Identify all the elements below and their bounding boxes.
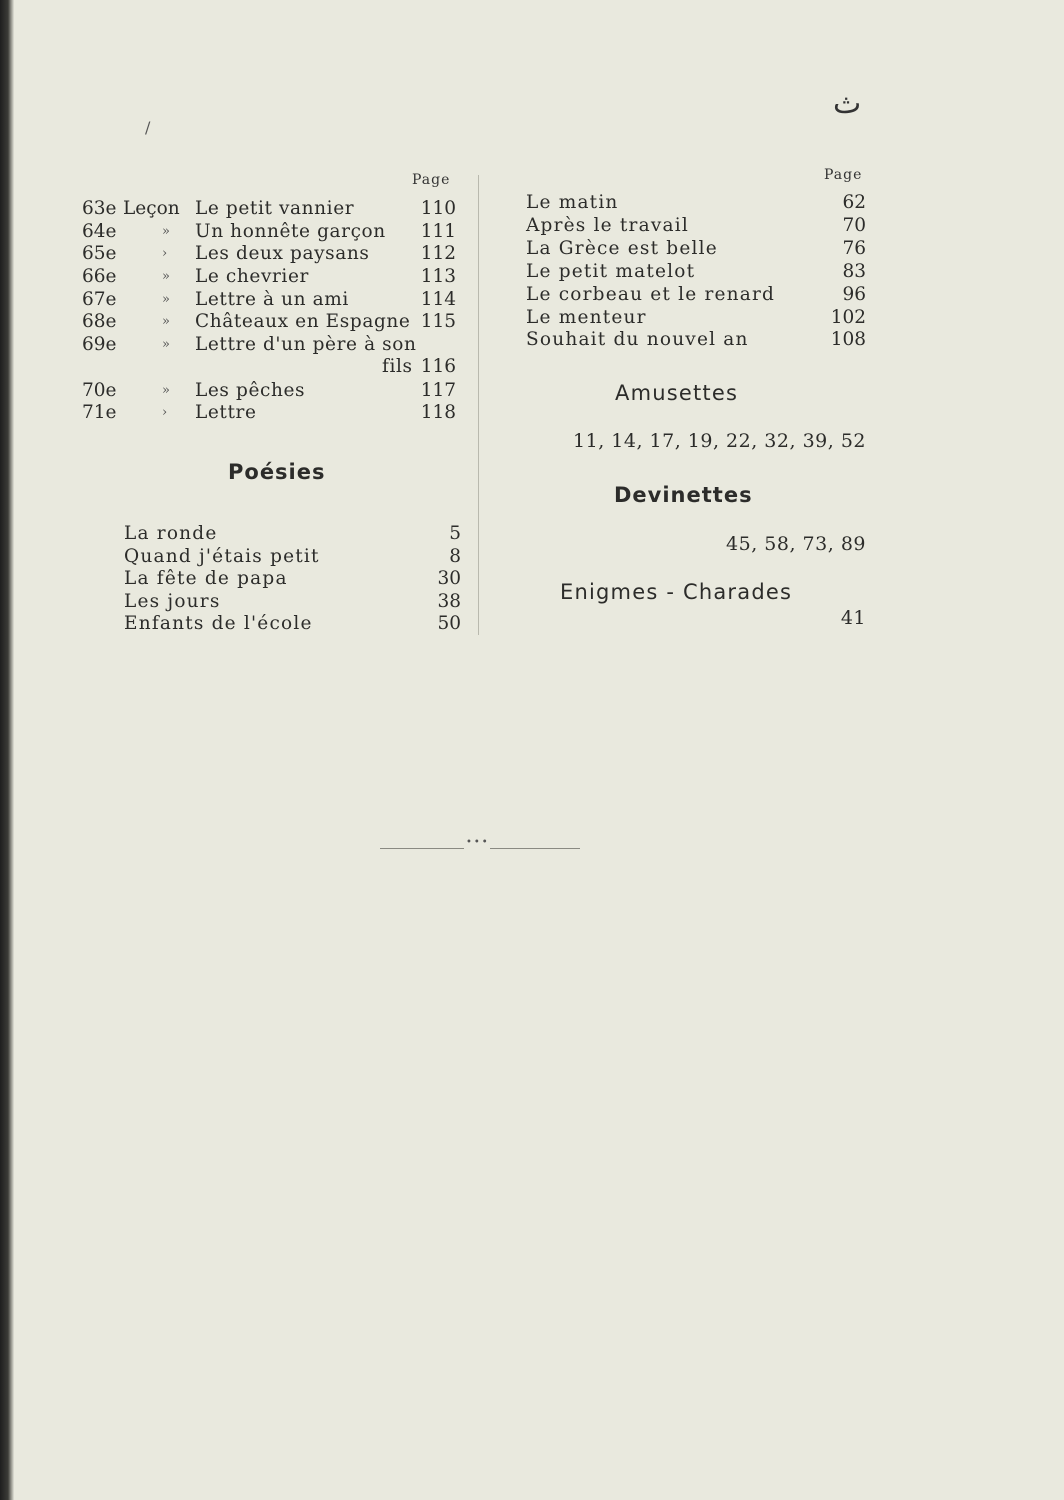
corner-page-mark: ث [833, 86, 862, 121]
item-title: Le menteur [526, 307, 647, 328]
item-title: Le petit matelot [526, 261, 696, 282]
list-item [0, 334, 470, 356]
item-title: Le corbeau et le renard [526, 284, 776, 305]
poem-title: Les jours [124, 591, 221, 612]
ditto-mark: » [162, 383, 170, 398]
ditto-mark: » [162, 337, 170, 352]
lesson-page: 116 [420, 356, 456, 377]
lesson-number: 66e [82, 266, 117, 287]
lesson-title: Lettre [195, 402, 257, 423]
list-item [0, 243, 470, 265]
ditto-mark: › [162, 405, 168, 420]
lesson-page: 115 [420, 311, 456, 332]
item-page: 108 [830, 329, 866, 350]
poem-page: 5 [449, 523, 461, 544]
item-page: 83 [842, 261, 866, 282]
lesson-number: 68e [82, 311, 117, 332]
list-item [526, 192, 866, 214]
list-item [124, 568, 461, 590]
item-page: 76 [842, 238, 866, 259]
devinettes-pages: 45, 58, 73, 89 [726, 533, 866, 555]
ditto-mark: » [162, 314, 170, 329]
list-item [0, 198, 470, 220]
lesson-title: Un honnête garçon [195, 221, 386, 242]
list-item [0, 221, 470, 243]
end-ornament: ••• [380, 845, 580, 853]
list-item [124, 591, 461, 613]
item-title: Souhait du nouvel an [526, 329, 749, 350]
lesson-page: 114 [420, 289, 456, 310]
list-item-continuation [0, 356, 470, 378]
list-item [0, 311, 470, 333]
lesson-number: 65e [82, 243, 117, 264]
item-page: 62 [842, 192, 866, 213]
poem-page: 38 [437, 591, 461, 612]
lesson-page: 111 [420, 221, 456, 242]
lesson-number: 63e [82, 198, 117, 219]
lesson-number: 69e [82, 334, 117, 355]
list-item [124, 613, 461, 635]
lesson-page: 110 [420, 198, 456, 219]
list-item [0, 402, 470, 424]
enigmes-heading: Enigmes - Charades [560, 580, 793, 604]
lesson-number: 67e [82, 289, 117, 310]
lesson-title: Les pêches [195, 380, 306, 401]
right-page-header: Page [824, 167, 863, 183]
lesson-number: 71e [82, 402, 117, 423]
lesson-page: 118 [420, 402, 456, 423]
list-item [526, 329, 866, 351]
list-item [526, 238, 866, 260]
item-title: Après le travail [526, 215, 689, 236]
stray-mark: / [145, 118, 151, 137]
lesson-page: 112 [420, 243, 456, 264]
poem-title: La ronde [124, 523, 218, 544]
lesson-title: Lettre d'un père à son [195, 334, 417, 355]
devinettes-heading: Devinettes [614, 483, 753, 507]
ditto-mark: » [162, 224, 170, 239]
continuation-title: fils [382, 356, 413, 377]
amusettes-heading: Amusettes [615, 381, 739, 405]
list-item [124, 546, 461, 568]
lesson-label: Leçon [123, 198, 180, 219]
poem-page: 8 [449, 546, 461, 567]
left-page-header: Page [412, 172, 451, 188]
item-page: 70 [842, 215, 866, 236]
ditto-mark: › [162, 246, 168, 261]
enigmes-pages: 41 [840, 607, 866, 629]
poem-title: La fête de papa [124, 568, 288, 589]
list-item [124, 523, 461, 545]
amusettes-pages: 11, 14, 17, 19, 22, 32, 39, 52 [573, 430, 866, 452]
list-item [0, 289, 470, 311]
item-title: Le matin [526, 192, 619, 213]
lesson-title: Lettre à un ami [195, 289, 349, 310]
lesson-number: 70e [82, 380, 117, 401]
column-divider [478, 175, 479, 635]
poem-title: Quand j'étais petit [124, 546, 320, 567]
list-item [526, 261, 866, 283]
item-page: 102 [830, 307, 866, 328]
list-item [526, 307, 866, 329]
poesies-heading: Poésies [228, 460, 326, 484]
lesson-page: 113 [420, 266, 456, 287]
lesson-title: Les deux paysans [195, 243, 370, 264]
ditto-mark: » [162, 292, 170, 307]
lesson-title: Châteaux en Espagne [195, 311, 411, 332]
poem-page: 30 [437, 568, 461, 589]
item-title: La Grèce est belle [526, 238, 718, 259]
lesson-number: 64e [82, 221, 117, 242]
list-item [0, 380, 470, 402]
ditto-mark: » [162, 269, 170, 284]
poem-title: Enfants de l'école [124, 613, 313, 634]
lesson-page: 117 [420, 380, 456, 401]
poem-page: 50 [437, 613, 461, 634]
lesson-title: Le petit vannier [195, 198, 355, 219]
item-page: 96 [842, 284, 866, 305]
list-item [526, 284, 866, 306]
lesson-title: Le chevrier [195, 266, 309, 287]
list-item [0, 266, 470, 288]
list-item [526, 215, 866, 237]
